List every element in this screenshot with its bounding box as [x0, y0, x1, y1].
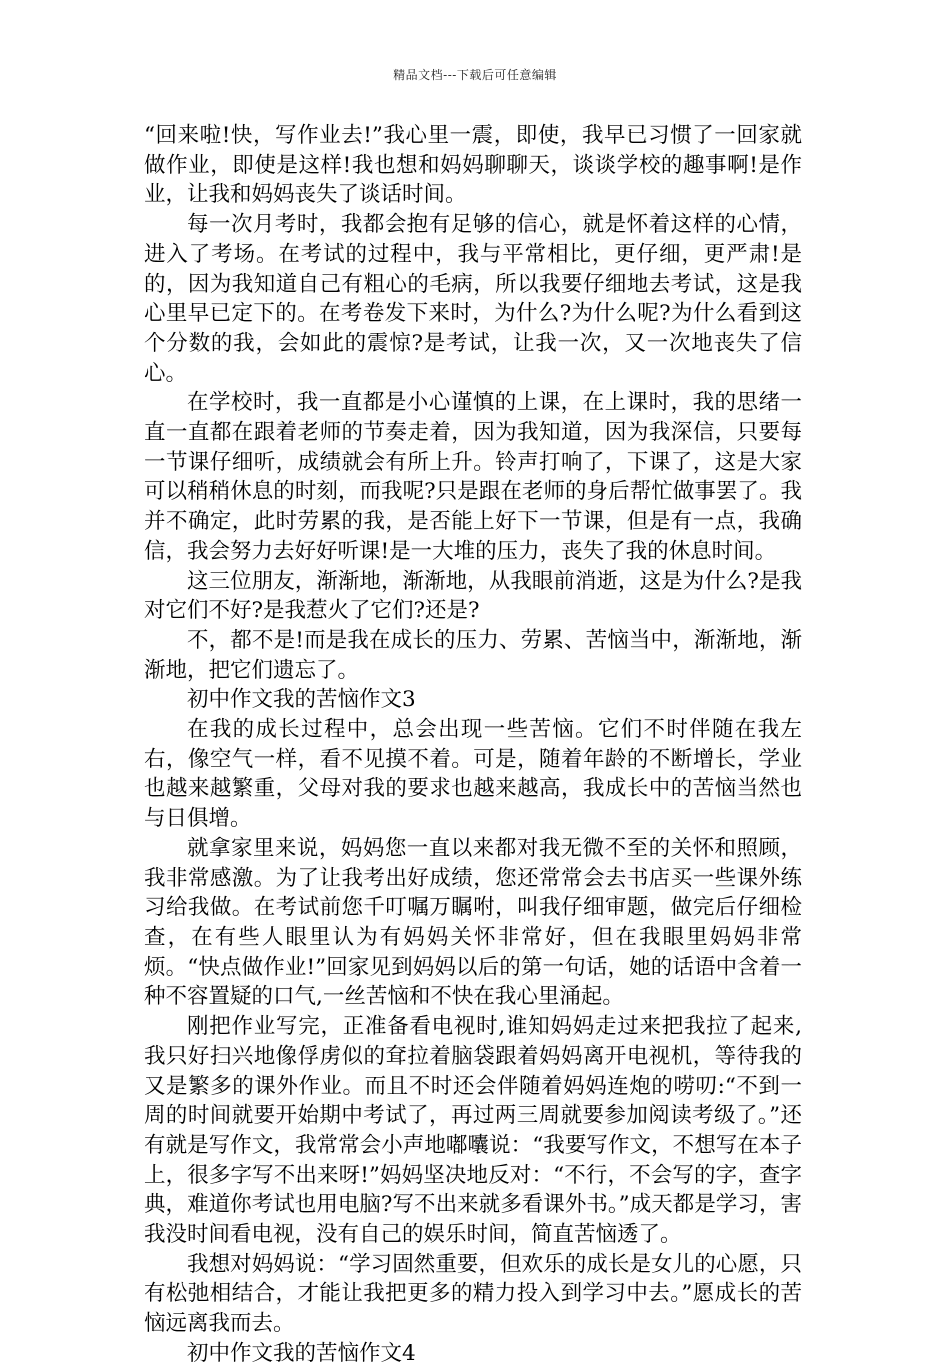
paragraph-6: 在我的成长过程中，总会出现一些苦恼。它们不时伴随在我左右，像空气一样，看不见摸不着。可是，随着年龄的不断增长，学业也越来越繁重，父母对我的要求也越来越高，我成长中的苦恼当然也与日俱增。 — [144, 717, 802, 832]
paragraph-4: 这三位朋友，渐渐地，渐渐地，从我眼前消逝，这是为什么?是我对它们不好?是我惹火了它们?还是? — [144, 568, 802, 624]
paragraph-9: 我想对妈妈说：“学习固然重要，但欢乐的成长是女儿的心愿，只有松弛相结合，才能让我把更多的精力投入到学习中去。”愿成长的苦恼远离我而去。 — [144, 1251, 802, 1337]
paragraph-3: 在学校时，我一直都是小心谨慎的上课，在上课时，我的思绪一直一直都在跟着老师的节奏走着，因为我知道，因为我深信，只要每一节课仔细听，成绩就会有所上升。铃声打响了，下课了，这是大家可以稍稍休息的时刻，而我呢?只是跟在老师的身后帮忙做事罢了。我并不确定，此时劳累的我，是否能上好下一节课，但是有一点，我确信，我会努力去好好听课!是一大堆的压力，丧失了我的休息时间。 — [144, 390, 802, 564]
page-header: 精品文档---下载后可任意编辑 — [393, 68, 557, 82]
paragraph-1: “回来啦!快，写作业去!”我心里一震，即使，我早已习惯了一回家就做作业，即使是这样!我也想和妈妈聊聊天，谈谈学校的趣事啊!是作业，让我和妈妈丧失了谈话时间。 — [144, 123, 802, 208]
paragraph-8: 刚把作业写完，正准备看电视时,谁知妈妈走过来把我拉了起来,我只好扫兴地像俘虏似的耷拉着脑袋跟着妈妈离开电视机，等待我的又是繁多的课外作业。而且不时还会伴随着妈妈连炮的唠叨:“不到一周的时间就要开始期中考试了，再过两三周就要参加阅读考级了。”还有就是写作文，我常常会小声地嘟囔说：“我要写作文，不想写在本子上，很多字写不出来呀!”妈妈坚决地反对：“不行，不会写的字，查字典，难道你考试也用电脑?写不出来就多看课外书。”成天都是学习，害我没时间看电视，没有自己的娱乐时间，简直苦恼透了。 — [144, 1014, 802, 1248]
paragraph-7: 就拿家里来说，妈妈您一直以来都对我无微不至的关怀和照顾，我非常感激。为了让我考出好成绩，您还常常会去书店买一些课外练习给我做。在考试前您千叮嘱万瞩咐，叫我仔细审题，做完后仔细检查，在有些人眼里认为有妈妈关怀非常好，但在我眼里妈妈非常烦。“快点做作业!”回家见到妈妈以后的第一句话，她的话语中含着一种不容置疑的口气,一丝苦恼和不快在我心里涌起。 — [144, 835, 802, 1010]
document-body — [144, 121, 802, 1369]
essay-title-3: 初中作文我的苦恼作文3 — [187, 687, 416, 713]
paragraph-5: 不，都不是!而是我在成长的压力、劳累、苦恼当中，渐渐地，渐渐地，把它们遗忘了。 — [144, 627, 802, 683]
paragraph-2: 每一次月考时，我都会抱有足够的信心，就是怀着这样的心情，进入了考场。在考试的过程中，我与平常相比，更仔细，更严肃!是的，因为我知道自己有粗心的毛病，所以我要仔细地去考试，这是我心里早已定下的。在考卷发下来时，为什么?为什么呢?为什么看到这个分数的我，会如此的震惊?是考试，让我一次，又一次地丧失了信心。 — [144, 212, 802, 386]
essay-title-4: 初中作文我的苦恼作文4 — [187, 1340, 416, 1366]
